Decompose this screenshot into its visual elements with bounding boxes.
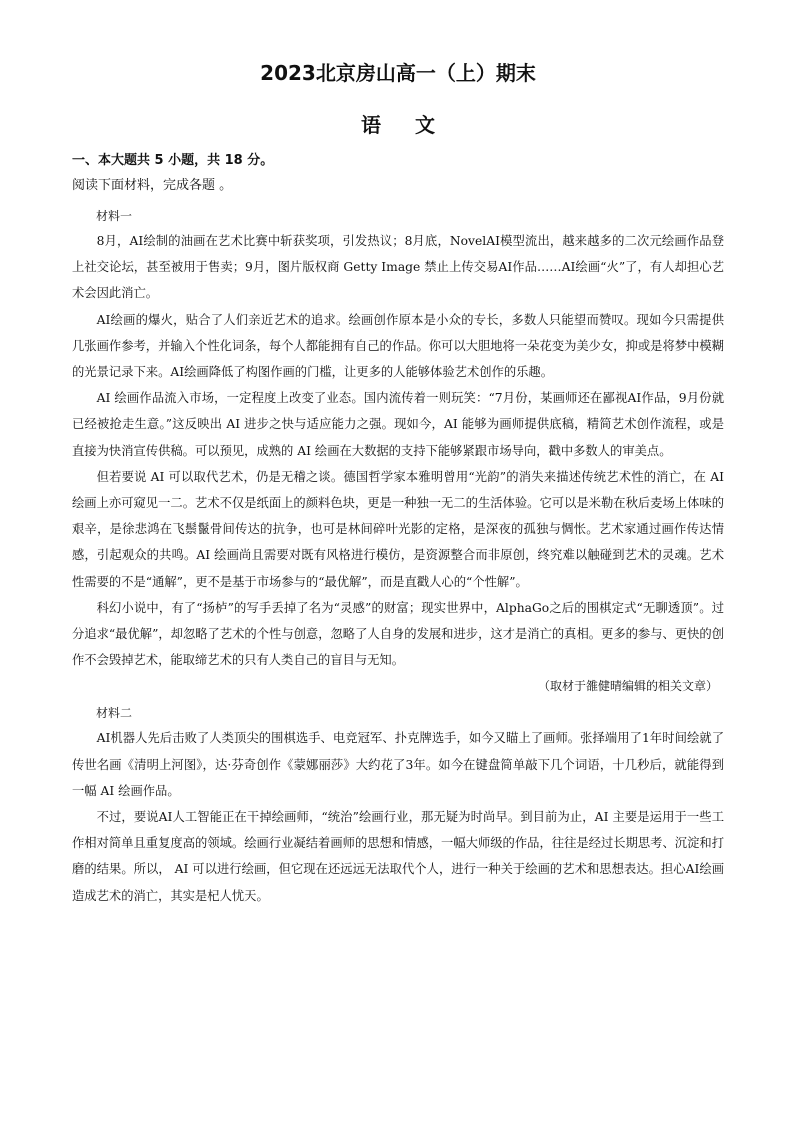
material-two-paragraph-1: AI机器人先后击败了人类顶尖的围棋选手、电竞冠军、扑克牌选手，如今又瞄上了画师。张择端用了1年时间绘就了传世名画《清明上河图》，达·芬奇创作《蒙娜丽莎》大约花了3年。如今在键盘简单敲下几个词语，十几秒后，就能得到一幅 AI 绘画作品。 [72, 731, 724, 798]
material-one-label: 材料一 [96, 209, 133, 223]
material-one-paragraph-4: 但若要说 AI 可以取代艺术，仍是无稽之谈。德国哲学家本雅明曾用“光韵”的消失来描述传统艺术性的消亡，在 AI 绘画上亦可窥见一二。艺术不仅是纸面上的颜料色块，更是一种独一无二的生活体验。它可以是米勒在秋后麦场上体味的艰辛，是徐悲鸿在飞鬃鬣骨间传达的抗争，也可是林间碎叶光影的定格，是深夜的孤独与惆怅。艺术家通过画作传达情感，引起观众的共鸣。AI 绘画尚且需要对既有风格进行模仿，是资源整合而非原创，终究难以触碰到艺术的灵魂。艺术性需要的不是“通解”，更不是基于市场参与的“最优解”，而是直戳人心的“个性解”。 [72, 469, 724, 589]
exam-title: 2023北京房山高一（上）期末 [260, 61, 536, 85]
material-two-label: 材料二 [96, 706, 133, 721]
document-page [72, 58, 724, 909]
material-one-source: （取材于雒健晴编辑的相关文章） [537, 679, 718, 694]
exam-subject: 语文 [361, 113, 469, 137]
material-one-paragraph-2: AI绘画的爆火，贴合了人们亲近艺术的追求。绘画创作原本是小众的专长，多数人只能望而赞叹。现如今只需提供几张画作参考，并输入个性化词条，每个人都能拥有自己的作品。你可以大胆地将一朵花变为美少女，抑或是将梦中模糊的光景记录下来。AI绘画降低了构图作画的门槛，让更多的人能够体验艺术创作的乐趣。 [72, 312, 724, 380]
material-one-paragraph-1: 8月，AI绘制的油画在艺术比赛中斩获奖项，引发热议；8月底，NovelAI模型流出，越来越多的二次元绘画作品登上社交论坛，甚至被用于售卖；9月，图片版权商 Getty Image 禁止上传交易AI作品……AI绘画“火”了，有人却担心艺术会因此消亡。 [72, 234, 724, 301]
section-instruction: 阅读下面材料，完成各题 。 [72, 178, 233, 193]
material-one-paragraph-5: 科幻小说中，有了“扬栌”的写手丢掉了名为“灵感”的财富；现实世界中，AlphaGo之后的围棋定式“无聊透顶”。过分追求“最优解”，却忽略了艺术的个性与创意，忽略了人自身的发展和进步，这才是消亡的真相。更多的参与、更快的创作不会毁掉艺术，能取缔艺术的只有人类自己的盲目与无知。 [72, 600, 725, 668]
section-heading: 一、本大题共 5 小题，共 18 分。 [72, 153, 274, 168]
material-one-paragraph-3: AI 绘画作品流入市场，一定程度上改变了业态。国内流传着一则玩笑：“7月份，某画师还在鄙视AI作品，9月份就已经被抢走生意。”这反映出 AI 进步之快与适应能力之强。现如今，AI 能够为画师提供底稿，精简艺术创作流程，或是直接为快消宣传供稿。可以预见，成熟的 AI 绘画在大数据的支持下能够紧跟市场导向，戳中多数人的审美点。 [72, 391, 724, 458]
material-two-paragraph-2: 不过，要说AI人工智能正在干掉绘画师，“统治”绘画行业，那无疑为时尚早。到目前为止，AI 主要是运用于一些工作相对简单且重复度高的领域。绘画行业凝结着画师的思想和情感，一幅大师级的作品，往往是经过长期思考、沉淀和打磨的结果。所以， AI 可以进行绘画，但它现在还远远无法取代个人，进行一种关于绘画的艺术和思想表达。担心AI绘画造成艺术的消亡，其实是杞人忧天。 [72, 810, 724, 903]
